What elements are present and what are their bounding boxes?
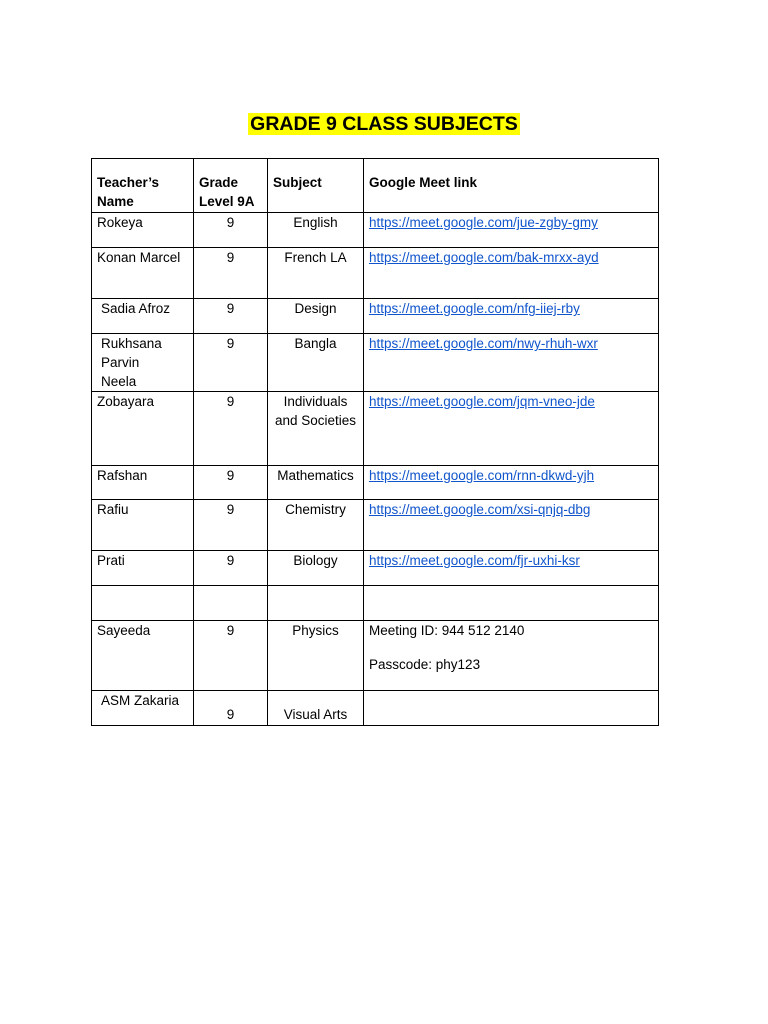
page-title-text: GRADE 9 CLASS SUBJECTS — [250, 113, 518, 135]
subjects-table — [91, 158, 659, 726]
grade-cell: 9 — [194, 466, 268, 500]
grade-cell: 9 — [194, 392, 268, 466]
teacher-cell: Rokeya — [92, 213, 194, 248]
header-grade: Grade Level 9A — [194, 159, 268, 213]
subject-cell: French LA — [268, 248, 364, 299]
subject-cell: Visual Arts — [268, 691, 364, 726]
link-cell — [364, 466, 659, 500]
grade-cell: 9 — [194, 500, 268, 551]
meet-link[interactable]: https://meet.google.com/nfg-iiej-rby — [369, 301, 580, 316]
table-row — [92, 691, 659, 726]
grade-cell: 9 — [194, 621, 268, 691]
meet-link[interactable]: https://meet.google.com/xsi-qnjq-dbg — [369, 502, 591, 517]
table-row — [92, 213, 659, 248]
table-row — [92, 299, 659, 334]
meet-link[interactable]: https://meet.google.com/rnn-dkwd-yjh — [369, 468, 595, 483]
link-cell — [364, 586, 659, 621]
teacher-name: Rukhsana Parvin Neela — [101, 336, 162, 389]
header-teacher: Teacher’s Name — [92, 159, 194, 213]
table-row — [92, 248, 659, 299]
teacher-cell: Rafiu — [92, 500, 194, 551]
teacher-cell: Konan Marcel — [92, 248, 194, 299]
page-title — [0, 111, 768, 137]
grade-cell: 9 — [194, 248, 268, 299]
meet-link[interactable]: https://meet.google.com/bak-mrxx-ayd — [369, 250, 599, 265]
subject-cell: Individuals and Societies — [268, 392, 364, 466]
grade-cell: 9 — [194, 299, 268, 334]
link-cell — [364, 500, 659, 551]
teacher-cell: Rafshan — [92, 466, 194, 500]
teacher-cell — [92, 586, 194, 621]
subject-cell: Mathematics — [268, 466, 364, 500]
meeting-id: Meeting ID: 944 512 2140 — [369, 623, 525, 638]
teacher-cell — [92, 334, 194, 392]
teacher-cell: ASM Zakaria — [92, 691, 194, 726]
teacher-cell: Prati — [92, 551, 194, 586]
subject-cell — [268, 586, 364, 621]
subject-cell: Bangla — [268, 334, 364, 392]
teacher-cell: Zobayara — [92, 392, 194, 466]
link-cell — [364, 213, 659, 248]
grade-cell: 9 — [194, 691, 268, 726]
link-cell — [364, 551, 659, 586]
grade-cell: 9 — [194, 213, 268, 248]
meet-link[interactable]: https://meet.google.com/jue-zgby-gmy — [369, 215, 598, 230]
table-row — [92, 334, 659, 392]
header-subject: Subject — [268, 159, 364, 213]
subject-cell: English — [268, 213, 364, 248]
link-cell — [364, 392, 659, 466]
table-row — [92, 586, 659, 621]
passcode: Passcode: phy123 — [369, 657, 481, 672]
link-cell — [364, 691, 659, 726]
subject-cell: Biology — [268, 551, 364, 586]
teacher-cell: Sayeeda — [92, 621, 194, 691]
table-row — [92, 500, 659, 551]
link-cell — [364, 299, 659, 334]
subject-cell: Physics — [268, 621, 364, 691]
table-row — [92, 392, 659, 466]
table-header-row — [92, 159, 659, 213]
header-link: Google Meet link — [364, 159, 659, 213]
grade-cell: 9 — [194, 334, 268, 392]
link-cell — [364, 248, 659, 299]
table-row — [92, 466, 659, 500]
meet-link[interactable]: https://meet.google.com/jqm-vneo-jde — [369, 394, 595, 409]
grade-cell — [194, 586, 268, 621]
subject-cell: Design — [268, 299, 364, 334]
table-row — [92, 551, 659, 586]
meet-link[interactable]: https://meet.google.com/fjr-uxhi-ksr — [369, 553, 580, 568]
link-cell — [364, 334, 659, 392]
teacher-cell: Sadia Afroz — [92, 299, 194, 334]
subject-cell: Chemistry — [268, 500, 364, 551]
meet-link[interactable]: https://meet.google.com/nwy-rhuh-wxr — [369, 336, 598, 351]
table-row — [92, 621, 659, 691]
grade-cell: 9 — [194, 551, 268, 586]
meeting-info-cell — [364, 621, 659, 691]
